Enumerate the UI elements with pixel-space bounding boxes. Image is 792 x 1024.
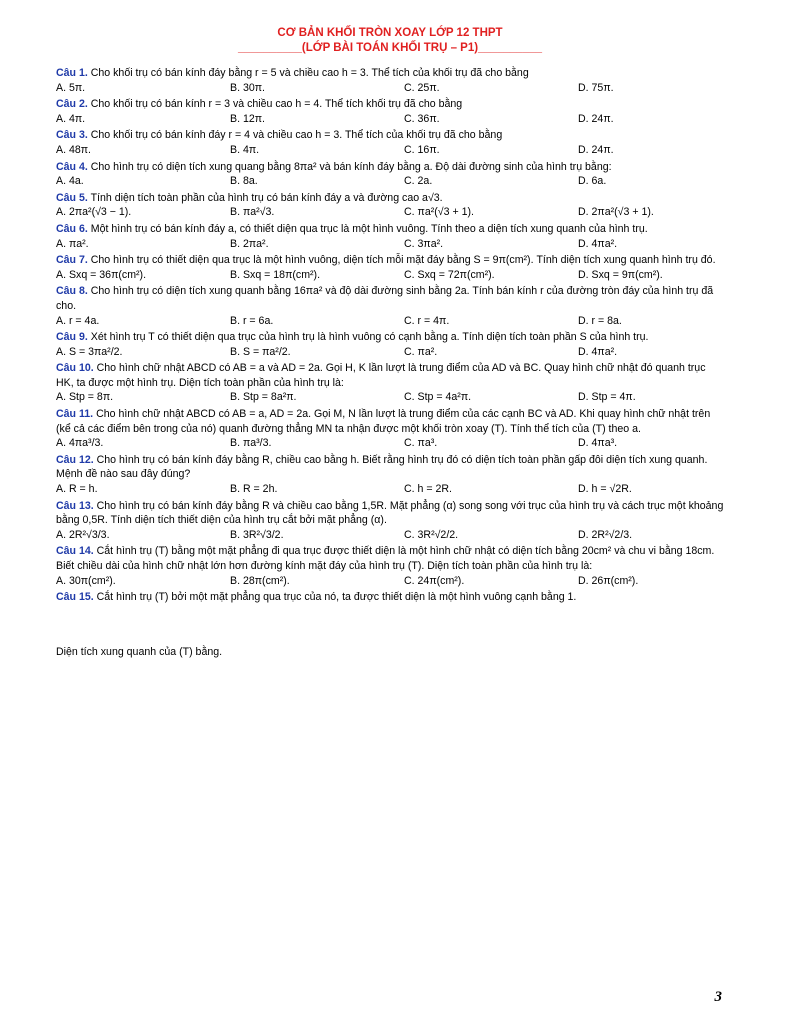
answer-option-c[interactable]: C. 36π. bbox=[404, 112, 440, 125]
answer-options bbox=[56, 574, 724, 589]
answer-options bbox=[56, 482, 724, 497]
question-label: Câu 1. bbox=[56, 67, 88, 79]
question-label: Câu 4. bbox=[56, 160, 88, 173]
question-text bbox=[56, 330, 724, 345]
question-4 bbox=[56, 160, 724, 189]
answer-option-a[interactable]: A. 48π. bbox=[56, 143, 91, 156]
trailing-text: Diện tích xung quanh của (T) bằng. bbox=[56, 645, 223, 658]
question-body: Một hình trụ có bán kính đáy a, có thiết diện qua trục là một hình vuông. Tính theo a diện tích xung quanh của hình trụ. bbox=[90, 222, 648, 235]
answer-option-d[interactable]: D. 2πa²(√3 + 1). bbox=[578, 206, 654, 219]
question-text bbox=[56, 191, 724, 206]
question-3 bbox=[56, 128, 724, 157]
question-14 bbox=[56, 544, 724, 588]
answer-option-a[interactable]: A. 30π(cm²). bbox=[56, 574, 116, 587]
question-text bbox=[56, 97, 724, 112]
answer-options bbox=[56, 345, 724, 360]
answer-option-d[interactable]: D. 6a. bbox=[578, 175, 607, 188]
question-label: Câu 13. bbox=[56, 499, 94, 512]
question-12 bbox=[56, 453, 724, 497]
answer-option-b[interactable]: B. Sxq = 18π(cm²). bbox=[230, 268, 321, 281]
answer-option-a[interactable]: A. 4πa³/3. bbox=[56, 437, 104, 450]
document-page bbox=[56, 26, 724, 659]
answer-option-d[interactable]: D. h = √2R. bbox=[578, 483, 632, 496]
question-text bbox=[56, 160, 724, 175]
question-list bbox=[56, 66, 724, 605]
answer-option-d[interactable]: D. Sxq = 9π(cm²). bbox=[578, 268, 663, 281]
answer-option-d[interactable]: D. 4πa². bbox=[578, 237, 618, 250]
answer-option-d[interactable]: D. Stp = 4π. bbox=[578, 391, 636, 404]
answer-option-c[interactable]: C. 16π. bbox=[404, 143, 440, 156]
question-15 bbox=[56, 590, 724, 605]
answer-option-a[interactable]: A. S = 3πa²/2. bbox=[56, 345, 123, 358]
answer-option-b[interactable]: B. πa²√3. bbox=[230, 206, 275, 219]
question-label: Câu 5. bbox=[56, 191, 88, 204]
question-5 bbox=[56, 191, 724, 220]
answer-option-b[interactable]: B. 30π. bbox=[230, 81, 265, 94]
question-label: Câu 11. bbox=[56, 408, 94, 421]
answer-option-c[interactable]: C. πa². bbox=[404, 345, 438, 358]
answer-option-b[interactable]: B. 2πa². bbox=[230, 237, 269, 250]
question-label: Câu 10. bbox=[56, 362, 94, 375]
answer-options bbox=[56, 436, 724, 451]
answer-option-b[interactable]: B. 4π. bbox=[230, 143, 260, 156]
answer-option-a[interactable]: A. 4a. bbox=[56, 175, 84, 188]
question-6 bbox=[56, 222, 724, 251]
answer-option-c[interactable]: C. 24π(cm²). bbox=[404, 574, 465, 587]
answer-option-b[interactable]: B. 12π. bbox=[230, 112, 265, 125]
answer-option-b[interactable]: B. S = πa²/2. bbox=[230, 345, 291, 358]
answer-option-d[interactable]: D. 75π. bbox=[578, 81, 614, 94]
question-text bbox=[56, 222, 724, 237]
answer-options bbox=[56, 174, 724, 189]
question-label: Câu 6. bbox=[56, 222, 88, 235]
answer-options bbox=[56, 390, 724, 405]
answer-options bbox=[56, 205, 724, 220]
answer-option-b[interactable]: B. 3R²√3/2. bbox=[230, 528, 284, 541]
question-body: Cho hình trụ có bán kính đáy bằng R và chiều cao bằng 1,5R. Mặt phẳng (α) song song với trục của hình trụ và cách trục một khoảng bằng 0,5R. Tính diện tích thiết diện của hình trụ cắt bởi mặt phẳng (α). bbox=[56, 499, 724, 527]
answer-option-c[interactable]: C. 3πa². bbox=[404, 237, 444, 250]
answer-option-c[interactable]: C. 2a. bbox=[404, 175, 433, 188]
answer-option-b[interactable]: B. 28π(cm²). bbox=[230, 574, 290, 587]
answer-option-c[interactable]: C. 25π. bbox=[404, 81, 440, 94]
question-text bbox=[56, 361, 724, 390]
answer-option-a[interactable]: A. R = h. bbox=[56, 483, 98, 496]
answer-option-d[interactable]: D. 4πa². bbox=[578, 345, 618, 358]
answer-option-d[interactable]: D. 4πa³. bbox=[578, 437, 618, 450]
question-text bbox=[56, 66, 724, 81]
question-label: Câu 2. bbox=[56, 98, 88, 111]
question-text bbox=[56, 253, 724, 268]
answer-options bbox=[56, 268, 724, 283]
question-10 bbox=[56, 361, 724, 405]
question-text bbox=[56, 128, 724, 143]
question-body: Cho khối trụ có bán kính đáy r = 4 và chiều cao h = 3. Thể tích của khối trụ đã cho bằng bbox=[90, 129, 503, 142]
question-7 bbox=[56, 253, 724, 282]
answer-options bbox=[56, 314, 724, 329]
question-9 bbox=[56, 330, 724, 359]
answer-option-b[interactable]: B. πa³/3. bbox=[230, 437, 272, 450]
question-body: Cho hình trụ có diện tích xung quanh bằng 16πa² và độ dài đường sinh bằng 2a. Tính bán kính r của đường tròn đáy của hình trụ đã cho. bbox=[56, 285, 714, 312]
answer-options bbox=[56, 528, 724, 543]
question-label: Câu 12. bbox=[56, 453, 94, 466]
question-text bbox=[56, 453, 724, 482]
answer-option-c[interactable]: C. 3R²√2/2. bbox=[404, 528, 459, 541]
question-body: Xét hình trụ T có thiết diện qua trục của hình trụ là hình vuông có cạnh bằng a. Tính diện tích toàn phần S của hình trụ. bbox=[90, 331, 649, 344]
answer-option-c[interactable]: C. Stp = 4a²π. bbox=[404, 391, 472, 404]
question-text bbox=[56, 590, 724, 605]
answer-option-c[interactable]: C. Sxq = 72π(cm²). bbox=[404, 268, 495, 281]
answer-option-b[interactable]: B. r = 6a. bbox=[230, 314, 274, 327]
answer-option-a[interactable]: A. πa². bbox=[56, 237, 89, 250]
question-8 bbox=[56, 284, 724, 328]
question-body: Cắt hình trụ (T) bằng một mặt phẳng đi qua trục được thiết diện là một hình chữ nhật có diện tích bằng 20cm² và chu vi bằng 18cm. Biết chiều dài của hình chữ nhật lớn hơn đường kính mặt đáy của hình trụ (T). Diện tích toàn phần của hình trụ là: bbox=[56, 545, 715, 572]
answer-option-b[interactable]: B. 8a. bbox=[230, 175, 258, 188]
answer-option-a[interactable]: A. 2πa²(√3 − 1). bbox=[56, 206, 132, 219]
question-body: Tính diện tích toàn phần của hình trụ có bán kính đáy a và đường cao a√3. bbox=[90, 191, 443, 204]
answer-option-b[interactable]: B. R = 2h. bbox=[230, 483, 278, 496]
answer-option-a[interactable]: A. 2R²√3/3. bbox=[56, 528, 110, 541]
question-body: Cho hình chữ nhật ABCD có AB = a, AD = 2a. Gọi M, N lần lượt là trung điểm của các cạnh BC và AD. Khi quay hình chữ nhật trên (kể cả các điểm bên trong của nó) quanh đường thẳng MN ta nhận được một khối tròn xoay (T). Tính thể tích của (T) theo a. bbox=[56, 408, 711, 435]
page-title: CƠ BẢN KHỐI TRÒN XOAY LỚP 12 THPT bbox=[277, 27, 503, 39]
question-text bbox=[56, 544, 724, 573]
answer-option-d[interactable]: D. 24π. bbox=[578, 112, 614, 125]
question-body: Cho hình trụ có diện tích xung quang bằng 8πa² và bán kính đáy bằng a. Độ dài đường sinh của hình trụ bằng: bbox=[90, 160, 612, 173]
answer-option-d[interactable]: D. r = 8a. bbox=[578, 314, 622, 327]
answer-option-a[interactable]: A. 4π. bbox=[56, 112, 86, 125]
question-text bbox=[56, 284, 724, 313]
answer-option-c[interactable]: C. πa³. bbox=[404, 437, 438, 450]
answer-option-a[interactable]: A. Stp = 8π. bbox=[56, 391, 114, 404]
question-label: Câu 14. bbox=[56, 545, 94, 558]
answer-option-c[interactable]: C. πa²(√3 + 1). bbox=[404, 206, 474, 219]
answer-option-c[interactable]: C. r = 4π. bbox=[404, 314, 450, 327]
answer-options bbox=[56, 112, 724, 127]
answer-option-d[interactable]: D. 26π(cm²). bbox=[578, 574, 639, 587]
question-label: Câu 8. bbox=[56, 285, 88, 298]
question-body: Cho hình chữ nhật ABCD có AB = a và AD = 2a. Gọi H, K lần lượt là trung điểm của AD và BC. Quay hình chữ nhật đó quanh trục HK, ta được một hình trụ. Diện tích toàn phần của hình trụ là: bbox=[56, 362, 706, 389]
answer-option-c[interactable]: C. h = 2R. bbox=[404, 483, 452, 496]
answer-options bbox=[56, 143, 724, 158]
question-label: Câu 3. bbox=[56, 129, 88, 142]
question-label: Câu 15. bbox=[56, 591, 94, 604]
question-13 bbox=[56, 499, 724, 543]
question-body: Cho hình trụ có bán kính đáy bằng R, chiều cao bằng h. Biết rằng hình trụ đó có diện tích toàn phần gấp đôi diện tích xung quanh. Mệnh đề nào sau đây đúng? bbox=[56, 453, 708, 481]
answer-options bbox=[56, 81, 724, 96]
answer-option-a[interactable]: A. 5π. bbox=[56, 81, 86, 94]
question-text bbox=[56, 499, 724, 528]
question-11 bbox=[56, 407, 724, 451]
answer-option-d[interactable]: D. 24π. bbox=[578, 143, 614, 156]
question-text bbox=[56, 407, 724, 436]
page-subtitle: __________(LỚP BÀI TOÁN KHỐI TRỤ – P1)__________ bbox=[237, 42, 543, 54]
question-1 bbox=[56, 66, 724, 95]
answer-option-a[interactable]: A. Sxq = 36π(cm²). bbox=[56, 268, 147, 281]
question-label: Câu 7. bbox=[56, 254, 88, 267]
answer-option-a[interactable]: A. r = 4a. bbox=[56, 314, 100, 327]
question-body: Cắt hình trụ (T) bởi một mặt phẳng qua trục của nó, ta được thiết diện là một hình vuông cạnh bằng 1. bbox=[96, 591, 577, 604]
question-2 bbox=[56, 97, 724, 126]
question-body: Cho hình trụ có thiết diện qua trục là một hình vuông, diện tích mỗi mặt đáy bằng S = 9π(cm²). Tính diện tích xung quanh hình trụ đó. bbox=[90, 254, 716, 267]
answer-option-b[interactable]: B. Stp = 8a²π. bbox=[230, 391, 297, 404]
answer-option-d[interactable]: D. 2R²√2/3. bbox=[578, 528, 633, 541]
question-label: Câu 9. bbox=[56, 331, 88, 344]
question-body: Cho khối trụ có bán kính đáy bằng r = 5 và chiều cao h = 3. Thể tích của khối trụ đã cho bằng bbox=[90, 67, 529, 79]
page-number: 3 bbox=[714, 989, 722, 1005]
answer-options bbox=[56, 237, 724, 252]
question-body: Cho khối trụ có bán kính r = 3 và chiều cao h = 4. Thể tích khối trụ đã cho bằng bbox=[90, 98, 463, 111]
